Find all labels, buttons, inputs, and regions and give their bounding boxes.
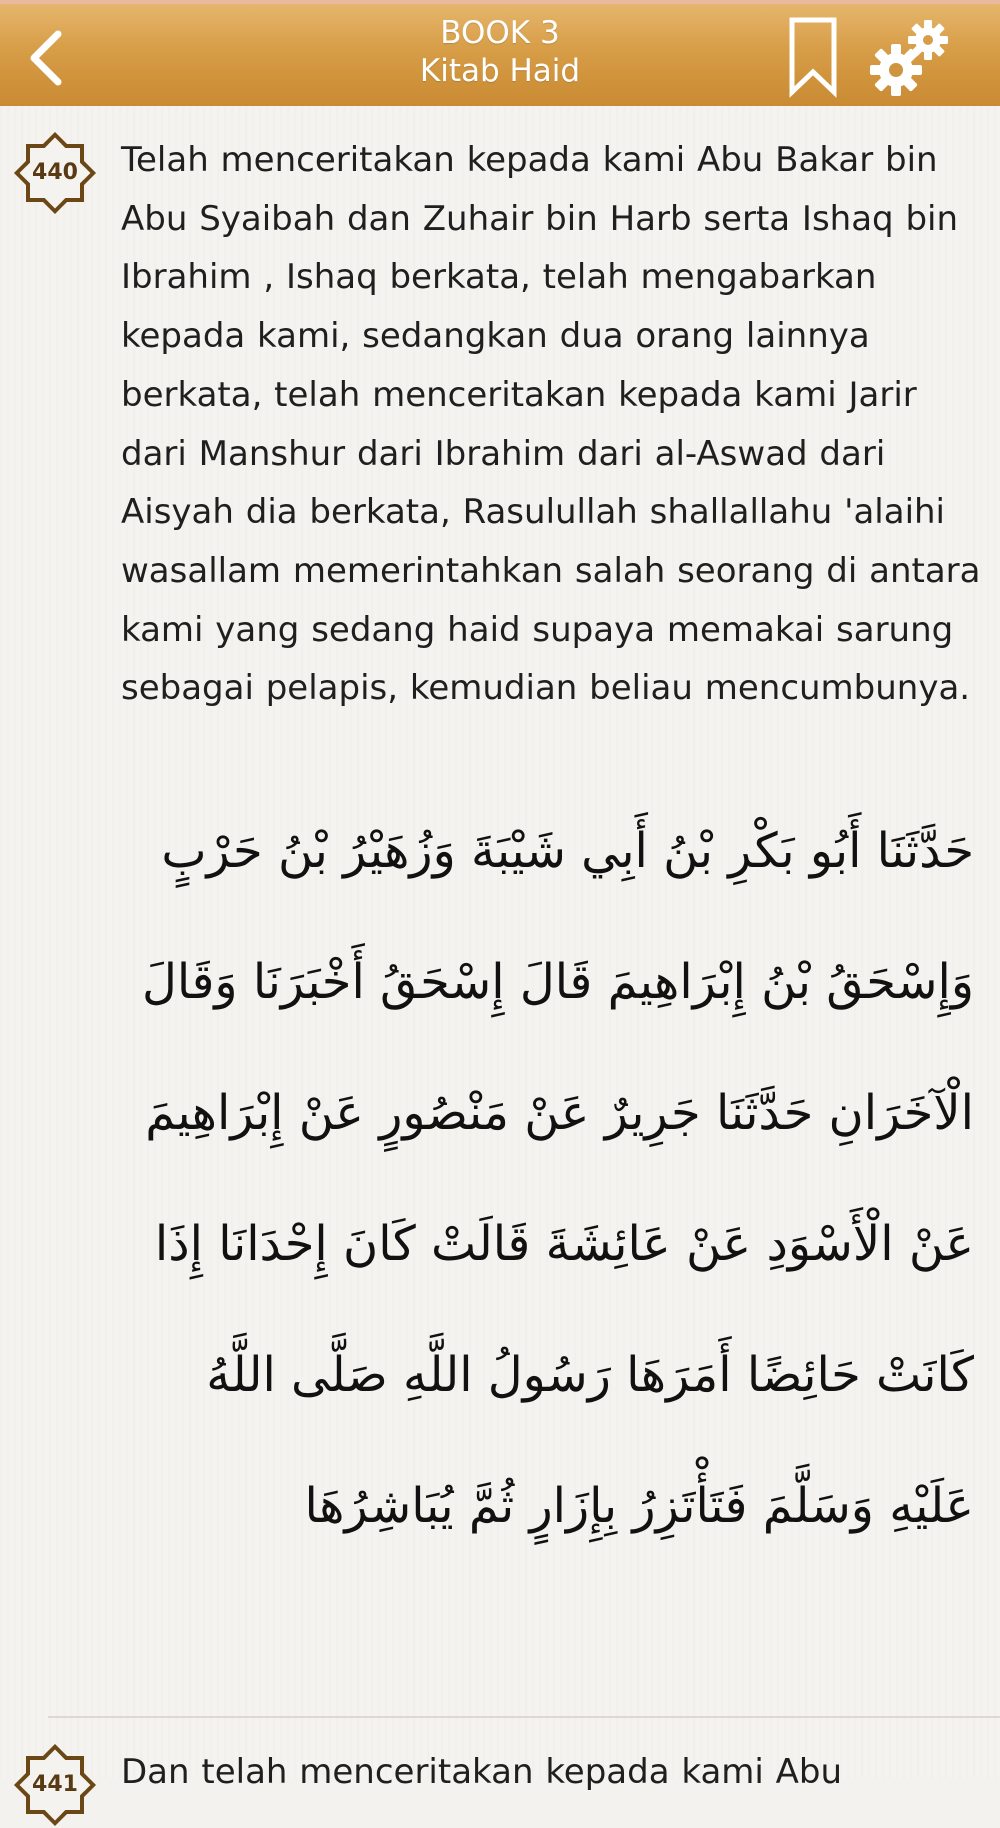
chevron-left-icon	[22, 26, 72, 86]
gears-icon	[866, 14, 956, 98]
hadith-translation: Dan telah menceritakan kepada kami Abu	[121, 1752, 843, 1792]
hadith-number: 440	[32, 160, 78, 185]
bookmark-icon	[784, 16, 842, 96]
top-navigation-bar	[0, 0, 1000, 106]
hadith-divider	[48, 1716, 1000, 1718]
hadith-number-badge[interactable]	[12, 130, 98, 216]
page-title	[300, 14, 700, 90]
hadith-list[interactable]	[0, 106, 1000, 1797]
hadith-number-badge[interactable]	[12, 1742, 98, 1828]
chapter-label: Kitab Haid	[419, 53, 581, 89]
settings-button[interactable]	[866, 14, 956, 98]
book-label: BOOK 3	[440, 15, 560, 51]
back-button[interactable]	[22, 26, 72, 86]
hadith-number: 441	[32, 1772, 78, 1797]
bookmark-button[interactable]	[784, 16, 842, 96]
hadith-translation: Telah menceritakan kepada kami Abu Bakar bin Abu Syaibah dan Zuhair bin Harb serta Ishaq bin Ibrahim , Ishaq berkata, telah mengabarkan kepada kami, sedangkan dua orang lainnya berkata, telah menceritakan kepada kami Jarir dari Manshur dari Ibrahim dari al-Aswad dari Aisyah dia berkata, Rasulullah shallallahu 'alaihi wasallam memerintahkan salah seorang di antara kami yang sedang haid supaya memakai sarung sebagai pelapis, kemudian beliau mencumbunya.	[121, 140, 981, 709]
hadith-arabic-text: حَدَّثَنَا أَبُو بَكْرِ بْنُ أَبِي شَيْبَةَ وَزُهَيْرُ بْنُ حَرْبٍ وَإِسْحَقُ بْنُ إِبْرَاهِيمَ قَالَ إِسْحَقُ أَخْبَرَنَا وَقَالَ الْآخَرَانِ حَدَّثَنَا جَرِيرٌ عَنْ مَنْصُورٍ عَنْ إِبْرَاهِيمَ عَنْ الْأَسْوَدِ عَنْ عَائِشَةَ قَالَتْ كَانَ إِحْدَانَا إِذَا كَانَتْ حَائِضًا أَمَرَهَا رَسُولُ اللَّهِ صَلَّى اللَّهُ عَلَيْهِ وَسَلَّمَ فَتَأْتَزِرُ بِإِزَارٍ ثُمَّ يُبَاشِرُهَا	[141, 823, 974, 1534]
